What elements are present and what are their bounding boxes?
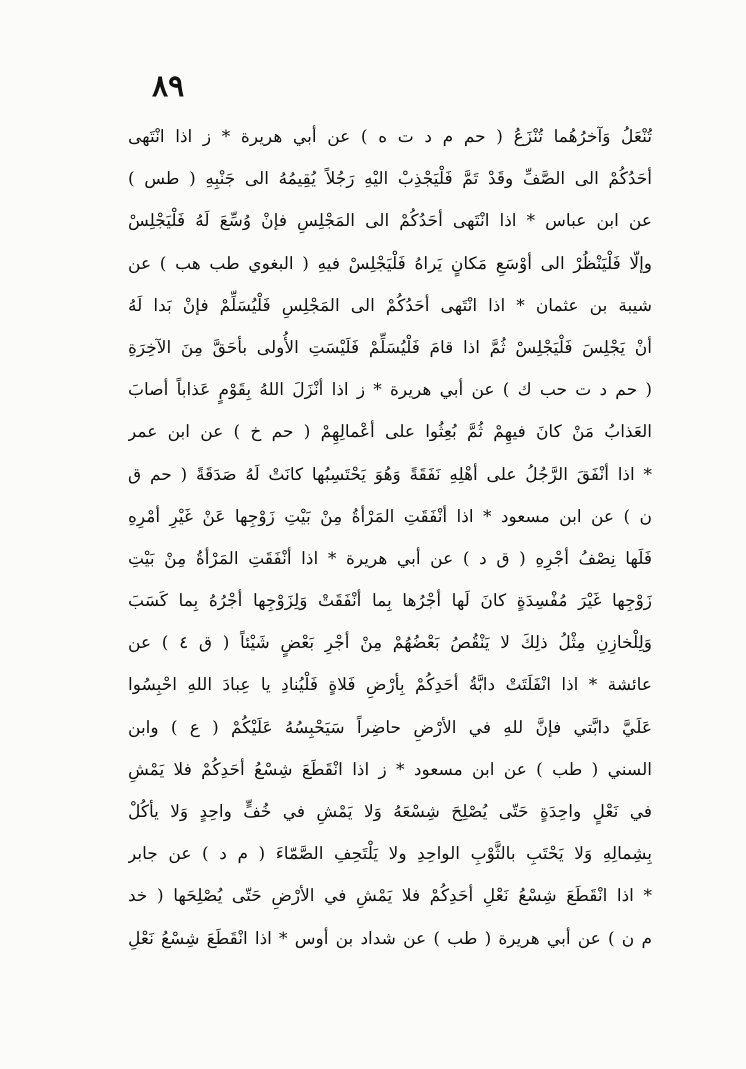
- text-line-10: ن ) عن ابن مسعود * اذا أنْفَقَتِ المَرْأةُ مِنْ بَيْتِ زَوْجِها عَنْ غَيْرِ أمْرِهِ: [128, 506, 652, 527]
- text-line-4: وإلّا فَلْيَنْظُرْ الى أوْسَعِ مَكانٍ يَراهُ فَلْيَجْلِسْ فيهِ ( البغوي طب هب ) عن: [128, 253, 652, 274]
- page-number: ٨٩: [152, 69, 185, 104]
- text-line-19: * اذا انْقَطَعَ شِسْعُ نَعْلِ أحَدِكُمْ فلا يَمْشِ في الأرْضِ حَتّى يُصْلِحَها ( خد: [128, 886, 652, 907]
- text-line-7: ( حم د ت حب ك ) عن أبي هريرة * ز اذا أنْزَلَ اللهُ بِقَوْمٍ عَذاباً أصابَ: [128, 380, 652, 401]
- text-line-16: السني ( طب ) عن ابن مسعود * ز اذا انْقَطَعَ شِسْعُ أحَدِكُمْ فلا يَمْشِ: [128, 759, 652, 780]
- text-line-17: في نَعْلٍ واحِدَةٍ حَتّى يُصْلِحَ شِسْعَهُ وَلا يَمْشِ في خُفٍّ واحِدٍ وَلا يأكُلْ: [128, 802, 652, 822]
- text-line-1: تُنْعَلُ وَآخرُهُما تُنْزَعُ ( حم م د ت ه ) عن أبي هريرة * ز اذا انْتَهى: [128, 127, 652, 147]
- text-line-5: شيبة بن عثمان * اذا انْتَهى أحَدُكُمْ الى المَجْلِسِ فَلْيُسَلِّمْ فإنْ بَدا لَهُ: [128, 295, 652, 316]
- text-line-18: بِشِمالِهِ وَلا يَحْتَبِ بالثَّوْبِ الواحِدِ ولا يَلْتَحِفِ الصَّمّاءَ ( م د ) عن جابر: [128, 844, 652, 865]
- text-line-12: زَوْجِها غَيْرَ مُفْسِدَةٍ كانَ لَها أجْرُها بِما أنْفَقَتْ وَلِزَوْجِها أجْرُهُ بِما كَسَبَ: [128, 591, 652, 612]
- text-line-2: أحَدُكُمْ الى الصَّفِّ وقَدْ تَمَّ فَلْيَجْذِبْ اليْهِ رَجُلاً يُقِيمُهُ الى جَنْبِهِ ( طس ): [128, 169, 652, 190]
- text-line-14: عائشة * اذا انْفَلَتَتْ دابَّةُ أحَدِكُمْ بِأرْضِ فَلاةٍ فَلْيُنادِ يا عِبادَ اللهِ احْبِسُوا: [128, 675, 652, 696]
- text-line-8: العَذابُ مَنْ كانَ فيهِمْ ثُمَّ بُعِثُوا على أعْمالِهِمْ ( حم خ ) عن ابن عمر: [128, 422, 652, 443]
- text-line-20: م ن ) عن أبي هريرة ( طب ) عن شداد بن أوس * اذا انْقَطَعَ شِسْعُ نَعْلِ: [128, 928, 652, 949]
- text-body: [128, 116, 652, 960]
- text-line-9: * اذا أنْفَقَ الرَّجُلُ على أهْلِهِ نَفَقَةً وَهُوَ يَحْتَسِبُها كانَتْ لَهُ صَدَقَةً ( حم ق: [128, 464, 652, 485]
- text-line-6: أنْ يَجْلِسَ فَلْيَجْلِسْ ثُمَّ اذا قامَ فَلْيُسَلِّمْ فَلَيْسَتِ الأُولى بأحَقَّ مِنَ الآخِرَةِ: [128, 337, 652, 358]
- text-line-13: وَلِلْخازِنِ مِثْلُ ذلِكَ لا يَنْقُصُ بَعْضُهُمْ مِنْ أجْرِ بَعْضٍ شَيْئاً ( ق ٤ ) عن: [128, 633, 652, 654]
- text-line-15: عَلَيَّ دابَّتي فإنَّ للهِ في الأرْضِ حاضِراً سَيَحْبِسُهُ عَلَيْكُمْ ( ع ) وابن: [128, 717, 652, 738]
- text-line-11: فَلَها نِصْفُ أجْرِهِ ( ق د ) عن أبي هريرة * اذا أنْفَقَتِ المَرْأةُ مِنْ بَيْتِ: [128, 548, 652, 569]
- text-line-3: عن ابن عباس * اذا انْتَهى أحَدُكُمْ الى المَجْلِسِ فإنْ وُسِّعَ لَهُ فَلْيَجْلِسْ: [128, 211, 652, 232]
